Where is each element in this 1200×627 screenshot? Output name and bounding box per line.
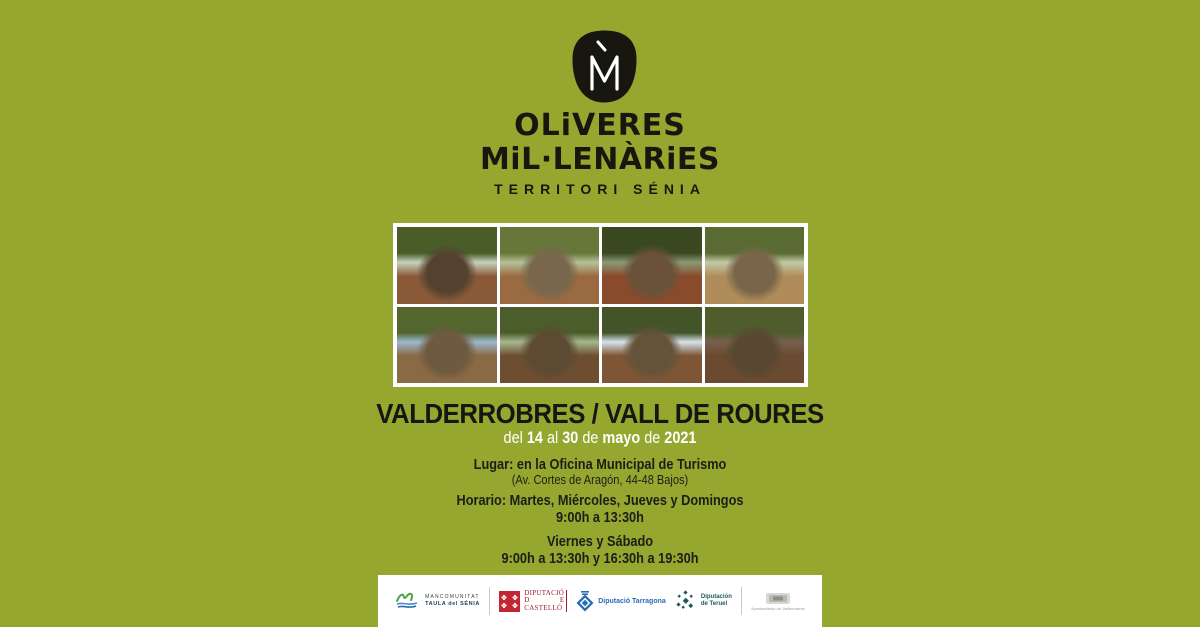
photo-olive-tree-3	[602, 227, 702, 304]
schedule-1-hours: 9:00h a 13:30h	[556, 509, 644, 526]
date-seg-bold: mayo	[602, 428, 641, 447]
photo-olive-tree-1	[397, 227, 497, 304]
schedule-2-hours: 9:00h a 13:30h y 16:30h a 19:30h	[501, 550, 699, 567]
castello-label-line3: CASTELLÓ	[524, 603, 563, 612]
sponsor-bar	[378, 575, 822, 627]
date-seg-bold: 30	[562, 428, 579, 447]
mancomunitat-label-line1: MANCOMUNITAT	[425, 594, 480, 601]
teruel-logo-icon	[675, 590, 697, 612]
sponsor-mancomunitat-taula-del-senia	[395, 591, 480, 611]
date-seg: del	[503, 428, 527, 447]
poster-title-line1: OLiVERES	[514, 108, 686, 143]
photo-olive-tree-2	[500, 227, 600, 304]
schedule-1-days: Horario: Martes, Miércoles, Jueves y Domingos	[456, 492, 744, 509]
mancomunitat-logo-icon	[395, 591, 421, 611]
castello-label-line2a: D	[524, 596, 530, 605]
date-seg: de	[640, 428, 665, 447]
city-heading: VALDERROBRES / VALL DE ROURES	[376, 398, 824, 429]
date-seg: al	[542, 428, 563, 447]
date-seg-bold: 14	[526, 428, 543, 447]
sponsor-ajuntament-valderrobres	[751, 592, 805, 611]
teruel-label-line2: de Teruel	[700, 601, 728, 607]
sponsor-diputacio-castello	[499, 590, 567, 612]
poster-tagline: TERRITORI SÉNIA	[494, 181, 706, 197]
teruel-label-line1: Diputación	[700, 593, 732, 600]
m-blob-icon	[572, 30, 637, 103]
castello-logo-icon	[499, 591, 520, 612]
castello-label-line1: DIPUTACIÓ	[524, 588, 565, 597]
millenary-olives-logo	[572, 30, 637, 103]
castello-label-line2b: E	[559, 596, 565, 605]
mancomunitat-label-line2: TAULA del SÉNIA	[425, 600, 480, 607]
date-seg: de	[578, 428, 603, 447]
poster-title-line2: MiL·LENÀRiES	[479, 142, 721, 177]
valderrobres-label: Ayuntamiento de Valderrobres	[751, 605, 805, 611]
sponsor-separator	[741, 587, 742, 615]
photo-grid	[393, 223, 808, 387]
photo-olive-tree-8	[705, 307, 805, 384]
date-seg-bold: 2021	[664, 428, 697, 447]
valderrobres-crest-icon	[765, 592, 791, 605]
photo-olive-tree-5	[397, 307, 497, 384]
tarragona-logo-icon	[576, 590, 594, 612]
date-range	[90, 428, 1110, 448]
venue-line: Lugar: en la Oficina Municipal de Turismo	[473, 456, 727, 473]
photo-olive-tree-4	[705, 227, 805, 304]
photo-olive-tree-6	[500, 307, 600, 384]
sponsor-diputacio-tarragona	[576, 590, 666, 612]
photo-olive-tree-7	[602, 307, 702, 384]
tarragona-label: Diputació Tarragona	[598, 597, 666, 605]
address-line: (Av. Cortes de Aragón, 44-48 Bajos)	[511, 472, 689, 487]
sponsor-diputacion-teruel	[675, 590, 732, 612]
schedule-2-days: Viernes y Sábado	[546, 533, 654, 550]
sponsor-separator	[489, 587, 490, 615]
